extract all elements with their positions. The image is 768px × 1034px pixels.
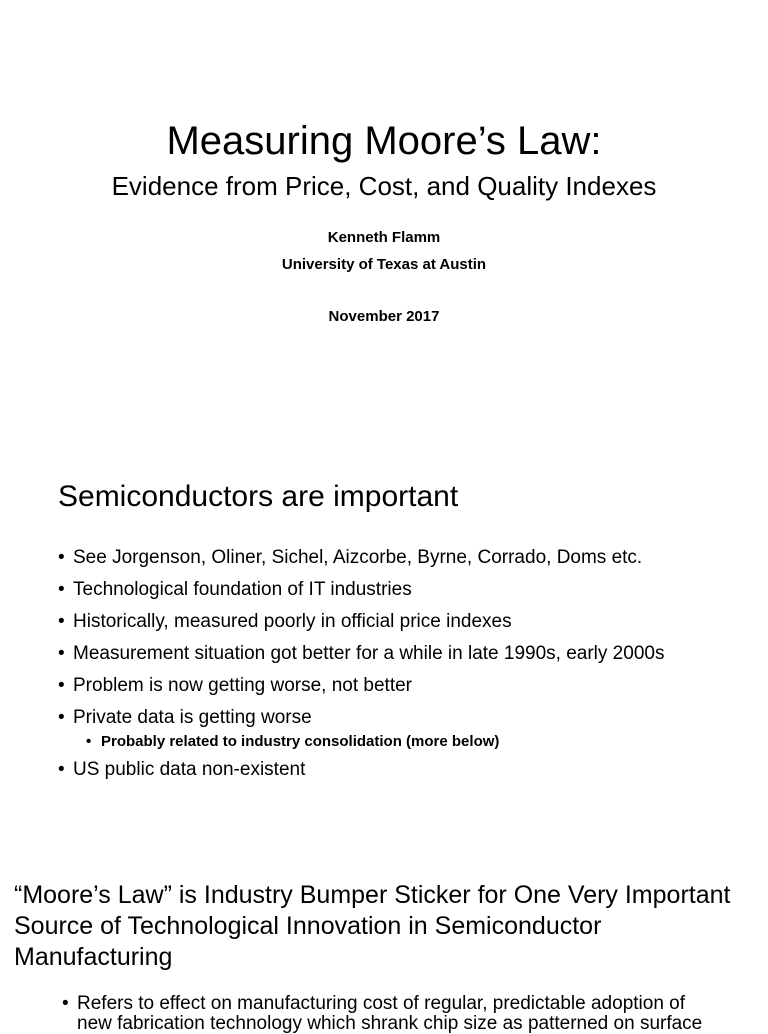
sub-bullet-emphasis: industry consolidation (more below) <box>241 733 500 750</box>
slide3-bullet: • Refers to effect on manufacturing cost of regular, predictable adoption of new fabrication technology which shrank chip size as patterned on surface <box>62 994 712 1034</box>
slide2-bullet: • US public data non-existent <box>58 758 718 782</box>
slide1-author: Kenneth Flamm <box>327 229 441 246</box>
slide1-date: November 2017 <box>328 308 440 325</box>
slide1-affiliation: University of Texas at Austin <box>281 256 487 273</box>
slide2-bullet: • Historically, measured poorly in official price indexes <box>58 610 718 634</box>
slide2-bullet: • See Jorgenson, Oliner, Sichel, Aizcorbe, Byrne, Corrado, Doms etc. <box>58 546 718 570</box>
sub-bullet-prefix: Probably related to <box>101 733 242 750</box>
slide1-title: Measuring Moore’s Law: <box>166 119 602 163</box>
slide3-title: “Moore’s Law” is Industry Bumper Sticker for One Very Important Source of Technological Innovation in Semiconductor Manufacturing <box>14 881 731 971</box>
slide2-sub-bullet <box>86 732 718 752</box>
slide1-subtitle: Evidence from Price, Cost, and Quality Indexes <box>111 171 657 201</box>
slide2-bullet-list <box>58 546 718 790</box>
slide3-bullet-list <box>62 994 712 1034</box>
slide2-bullet: • Private data is getting worse <box>58 706 718 730</box>
slide2-bullet: • Problem is now getting worse, not better <box>58 674 718 698</box>
slide2-title: Semiconductors are important <box>58 480 459 513</box>
slide2-bullet: • Measurement situation got better for a while in late 1990s, early 2000s <box>58 642 718 666</box>
slide2-bullet: • Technological foundation of IT industries <box>58 578 718 602</box>
